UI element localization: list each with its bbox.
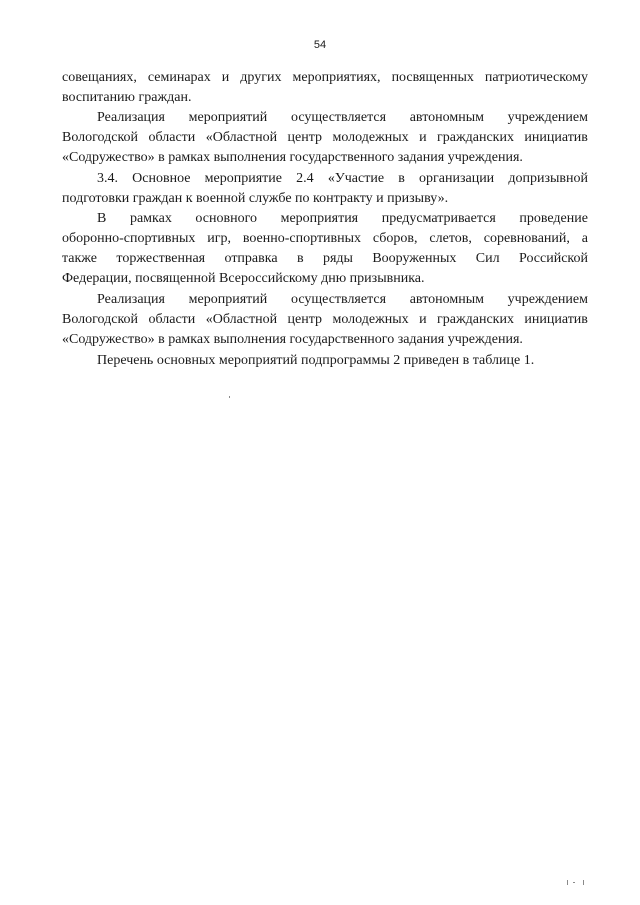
word: центр	[287, 130, 323, 145]
paragraph-line	[97, 291, 588, 309]
paragraph-line	[62, 311, 588, 329]
word: военно-спортивных	[242, 231, 362, 246]
word: автономным	[409, 292, 484, 307]
word: мероприятий	[188, 110, 268, 125]
word: и	[221, 70, 230, 85]
word: совещаниях,	[62, 70, 137, 85]
word: Российской	[519, 251, 588, 266]
word: отправка	[224, 251, 278, 266]
word: в	[296, 251, 304, 266]
word: Вологодской	[62, 312, 139, 327]
word: соревнований,	[483, 231, 570, 246]
word: и	[419, 312, 427, 327]
word: мероприятий	[188, 292, 268, 307]
word: оборонно-спортивных	[62, 231, 196, 246]
word: гражданских	[436, 130, 514, 145]
word: Сил	[475, 251, 500, 266]
paragraph-line	[97, 210, 588, 228]
word: Реализация	[97, 110, 165, 125]
paragraph-line: «Содружество» в рамках выполнения государственного задания учреждения.	[62, 150, 523, 165]
word: инициатив	[524, 312, 588, 327]
paragraph-line: «Содружество» в рамках выполнения государственного задания учреждения.	[62, 332, 523, 347]
word: других	[240, 70, 282, 85]
word: а	[581, 231, 588, 246]
scan-speck	[567, 880, 568, 885]
word: сборов,	[372, 231, 418, 246]
word: осуществляется	[290, 110, 387, 125]
word: молодежных	[332, 130, 409, 145]
word: игр,	[207, 231, 232, 246]
word: молодежных	[332, 312, 409, 327]
word: проведение	[519, 211, 588, 226]
word: области	[148, 312, 196, 327]
word: патриотическому	[484, 70, 588, 85]
word: посвященных	[391, 70, 474, 85]
word: автономным	[409, 110, 484, 125]
word: Вооруженных	[372, 251, 457, 266]
word: торжественная	[116, 251, 206, 266]
word: 2.4	[296, 171, 314, 186]
word: ряды	[322, 251, 353, 266]
paragraph-line	[97, 170, 588, 188]
word: Вологодской	[62, 130, 139, 145]
paragraph-line: воспитанию граждан.	[62, 90, 192, 105]
paragraph-line	[62, 129, 588, 147]
word: мероприятиях,	[292, 70, 381, 85]
paragraph-line	[62, 230, 588, 248]
word: осуществляется	[290, 292, 387, 307]
word: В	[97, 211, 107, 226]
word: предусматривается	[381, 211, 496, 226]
word: 3.4.	[97, 171, 118, 186]
scan-speck	[229, 396, 230, 398]
word: инициатив	[524, 130, 588, 145]
word: допризывной	[508, 171, 588, 186]
scan-speck	[583, 880, 584, 885]
word: центр	[287, 312, 323, 327]
word: основного	[195, 211, 257, 226]
word: слетов,	[429, 231, 472, 246]
word: «Областной	[205, 130, 278, 145]
word: мероприятия	[280, 211, 359, 226]
word: гражданских	[436, 312, 514, 327]
word: семинарах	[147, 70, 211, 85]
paragraph-line: подготовки граждан к военной службе по контракту и призыву».	[62, 191, 449, 206]
word: Реализация	[97, 292, 165, 307]
word: в	[398, 171, 405, 186]
paragraph-line: Федерации, посвященной Всероссийскому дню призывника.	[62, 271, 425, 286]
paragraph-line: Перечень основных мероприятий подпрограммы 2 приведен в таблице 1.	[97, 353, 535, 368]
paragraph-line	[97, 109, 588, 127]
word: Основное	[132, 171, 191, 186]
word: области	[148, 130, 196, 145]
word: и	[419, 130, 427, 145]
word: рамках	[129, 211, 172, 226]
word: мероприятие	[204, 171, 282, 186]
word: учреждением	[507, 110, 588, 125]
word: также	[62, 251, 98, 266]
word: учреждением	[507, 292, 588, 307]
word: организации	[419, 171, 495, 186]
page-number: 54	[313, 39, 327, 51]
scan-speck	[573, 882, 575, 883]
word: «Областной	[205, 312, 278, 327]
word: «Участие	[327, 171, 385, 186]
paragraph-line	[62, 69, 588, 87]
paragraph-line	[62, 250, 588, 268]
